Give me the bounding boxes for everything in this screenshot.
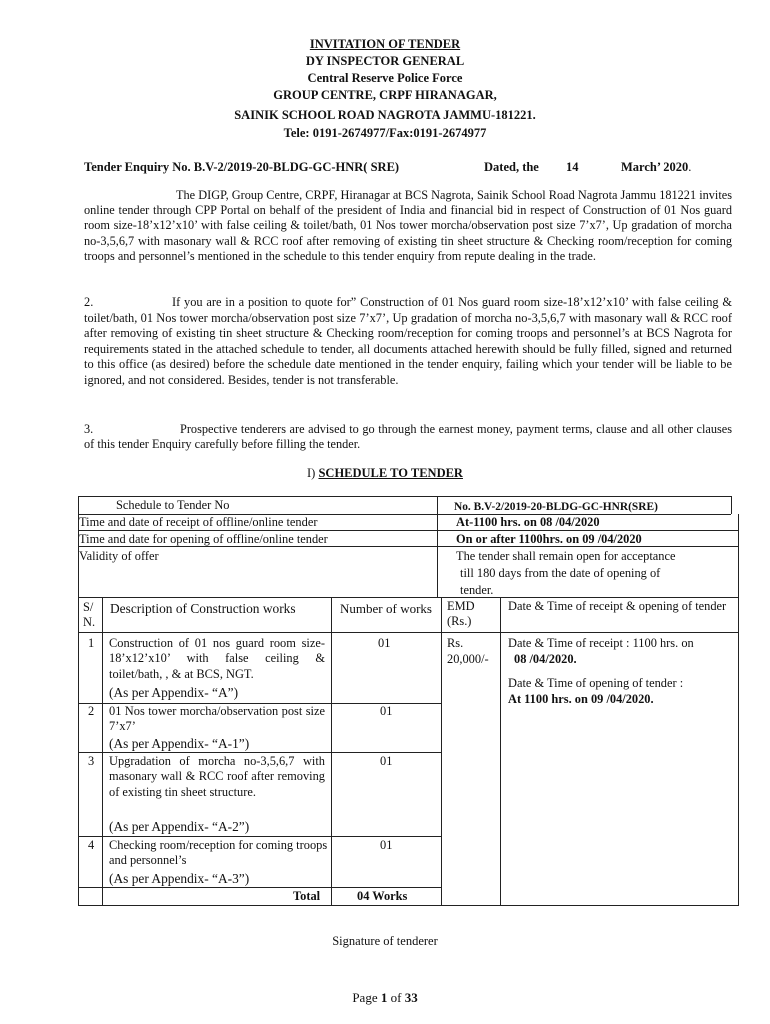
paragraph-2: 2. If you are in a position to quote for” Construction of 01 Nos guard room size-18’x12’x10’ with false ceiling & toilet/bath, 01 Nos tower morcha/observation post size 7’x7’, Up gradation of morcha no-3,5,6,7 with masonary wall & RCC roof after removing of existing tin sheet structure & Checking room/reception for coming troops and personnel’s at BCS Nagrota for requirements stated in the attached schedule to tender, all documents attached herewith should be fully filled, signed and returned to this office (as desired) before the schedule date mentioned in the tender enquiry, failing which your tender will be liable to be ignored, and not considered. Besides, tender is not transferable.	[84, 295, 732, 387]
row-2-number: 01	[380, 704, 393, 718]
office-address: SAINIK SCHOOL ROAD NAGROTA JAMMU-181221.	[234, 108, 536, 122]
receipt-time-label: Time and date of receipt of offline/online tender	[79, 515, 318, 529]
works-row-divider	[78, 836, 441, 837]
opening-date-value: At 1100 hrs. on 09 /04/2020.	[508, 692, 654, 706]
row-3-description: Upgradation of morcha no-3,5,6,7 with masonary wall & RCC roof after removing of existing tin sheet structure.	[109, 754, 325, 799]
telephone-fax: Tele: 0191-2674977/Fax:0191-2674977	[283, 126, 487, 140]
validity-label: Validity of offer	[79, 549, 159, 563]
works-col-border	[102, 597, 103, 906]
works-col-border	[331, 597, 332, 906]
row-3-appendix: (As per Appendix- “A-2”)	[109, 819, 250, 834]
validity-value-line-2: till 180 days from the date of opening of	[460, 566, 661, 580]
receipt-time-value: At-1100 hrs. on 08 /04/2020	[456, 515, 600, 529]
emd-amount: 20,000/-	[447, 652, 489, 666]
row-1-number: 01	[378, 636, 391, 650]
works-table-top-border	[78, 597, 738, 598]
header-number-of-works: Number of works	[340, 601, 432, 616]
header-description: Description of Construction works	[110, 601, 296, 616]
validity-value-line-1: The tender shall remain open for acceptance	[456, 549, 676, 563]
emd-currency: Rs.	[447, 636, 464, 650]
info-table-mid-border	[437, 496, 438, 597]
receipt-date-value: 08 /04/2020.	[514, 652, 577, 666]
dated-month-year: March’ 2020.	[621, 160, 692, 174]
paragraph-1: The DIGP, Group Centre, CRPF, Hiranagar at BCS Nagrota, Sainik School Road Nagrota Jammu 181221 invites online tender through CPP Portal on behalf of the president of India and financial bid in respect of Construction of 01 Nos guard room size-18’x12’x10’ with false ceiling & toilet/bath, 01 Nos tower morcha/observation post size 7’x7’, Up gradation of morcha no-3,5,6,7 with masonary wall & RCC roof after removing of existing tin sheet structure & Checking room/reception for coming troops and personnel’s mentioned in the schedule to this tender enquiry from repute dealing in the trade.	[84, 188, 732, 263]
header-sn: S/ N.	[83, 600, 96, 630]
works-col-border	[738, 597, 739, 906]
row-4-number: 01	[380, 838, 393, 852]
works-row-divider	[78, 752, 441, 753]
schedule-no-value: No. B.V-2/2019-20-BLDG-GC-HNR(SRE)	[454, 501, 658, 513]
office-name: DY INSPECTOR GENERAL	[305, 54, 465, 68]
row-2-description: 01 Nos tower morcha/observation post size 7’x7’	[109, 704, 325, 734]
info-table-top-border	[78, 496, 731, 497]
opening-date-label: Date & Time of opening of tender :	[508, 676, 684, 690]
works-row-divider	[78, 887, 441, 888]
header-emd: EMD (Rs.)	[447, 599, 475, 629]
works-col-border	[441, 597, 442, 906]
total-value: 04 Works	[357, 889, 408, 903]
row-2-appendix: (As per Appendix- “A-1”)	[109, 736, 250, 751]
works-header-divider	[78, 632, 738, 633]
receipt-date-label: Date & Time of receipt : 1100 hrs. on	[508, 636, 694, 650]
page-number: Page 1 of 33	[352, 990, 418, 1005]
row-4-appendix: (As per Appendix- “A-3”)	[109, 871, 250, 886]
paragraph-3: 3. Prospective tenderers are advised to go through the earnest money, payment terms, clause and all other clauses of this tender Enquiry carefully before filling the tender.	[84, 422, 732, 452]
row-1-sn: 1	[88, 636, 95, 650]
force-name: Central Reserve Police Force	[307, 71, 463, 85]
row-4-description: Checking room/reception for coming troops and personnel’s	[109, 838, 328, 868]
dated-day: 14	[566, 160, 579, 174]
opening-time-label: Time and date for opening of offline/online tender	[79, 532, 328, 546]
schedule-title: I) SCHEDULE TO TENDER	[307, 466, 463, 480]
info-table-right-border	[738, 514, 739, 597]
signature-of-tenderer: Signature of tenderer	[332, 934, 438, 948]
row-3-number: 01	[380, 754, 393, 768]
info-table-right-border	[731, 496, 732, 514]
total-label: Total	[293, 889, 321, 903]
tender-enquiry-number: Tender Enquiry No. B.V-2/2019-20-BLDG-GC-HNR( SRE)	[84, 160, 400, 174]
schedule-no-label: Schedule to Tender No	[116, 498, 230, 512]
works-col-border	[500, 597, 501, 906]
row-2-sn: 2	[88, 704, 95, 718]
row-3-sn: 3	[88, 754, 95, 768]
row-1-description: Construction of 01 nos guard room size-18’x12’x10’ with false ceiling & toilet/bath, , & at BCS, NGT.	[109, 636, 325, 681]
opening-time-value: On or after 1100hrs. on 09 /04/2020	[456, 532, 642, 546]
dated-label: Dated, the	[484, 160, 539, 174]
row-1-appendix: (As per Appendix- “A”)	[109, 685, 239, 700]
header-date-time: Date & Time of receipt & opening of tender	[508, 599, 727, 613]
unit-name: GROUP CENTRE, CRPF HIRANAGAR,	[273, 88, 497, 102]
document-title: INVITATION OF TENDER	[309, 37, 461, 51]
validity-value-line-3: tender.	[460, 583, 494, 597]
works-table-bottom-border	[78, 905, 738, 906]
works-col-border	[78, 597, 79, 906]
row-4-sn: 4	[88, 838, 95, 852]
